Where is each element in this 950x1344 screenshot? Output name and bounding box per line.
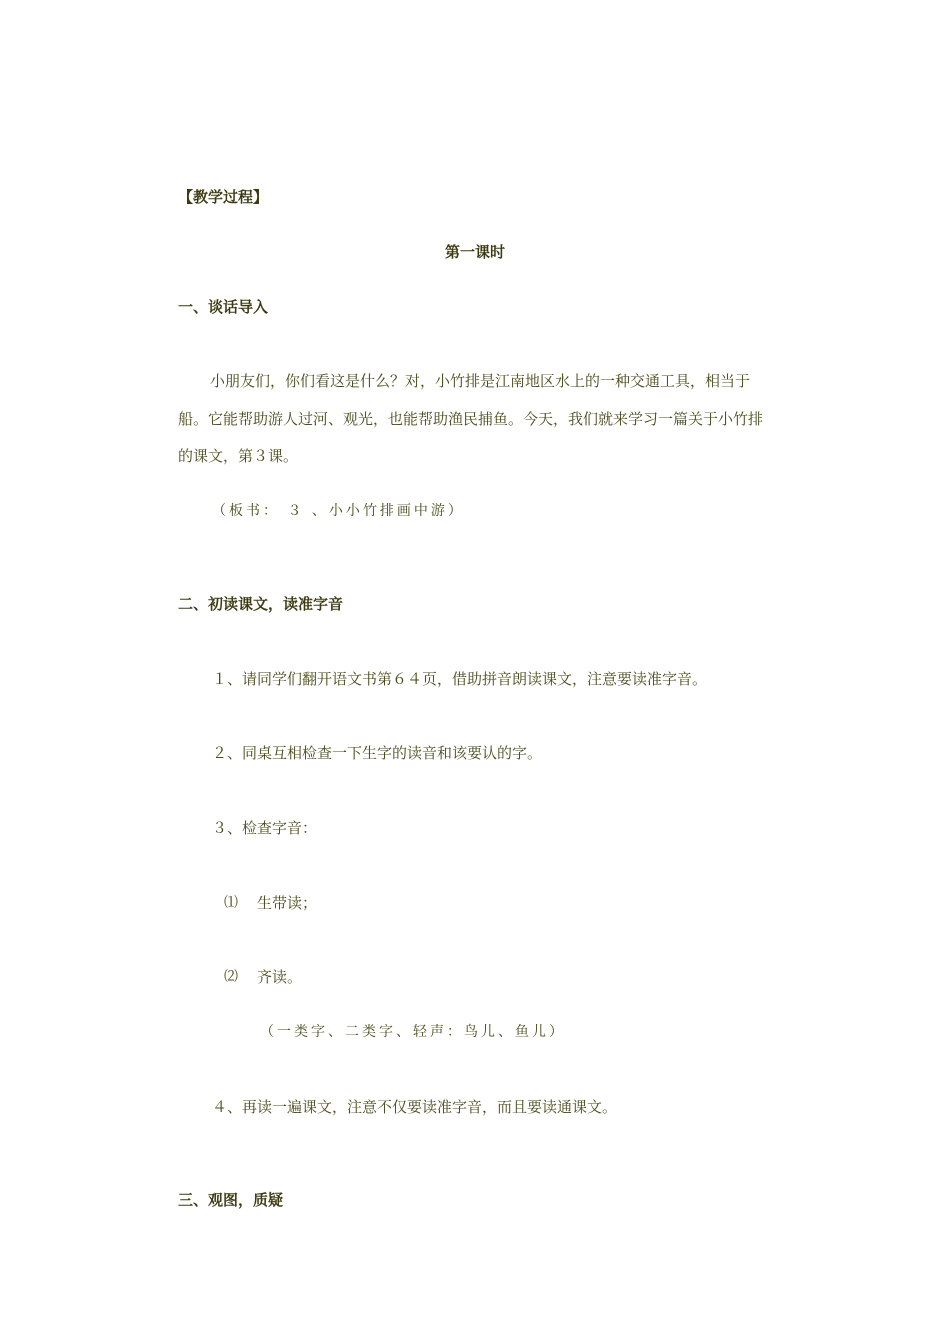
part2-heading: 二、初读课文，读准字音 bbox=[178, 595, 344, 613]
part3-heading: 三、观图，质疑 bbox=[178, 1191, 284, 1209]
substep-1-text: 生带读； bbox=[257, 894, 318, 912]
substep-1-marker: ⑴ bbox=[224, 895, 238, 911]
character-note: （一类字、二类字、轻声：鸟儿、鱼儿） bbox=[260, 1024, 566, 1040]
substep-2-marker: ⑵ bbox=[224, 969, 238, 985]
board-note: （板书： ３ 、小小竹排画中游） bbox=[212, 503, 465, 519]
paragraph-line-3: 的课文，第３课。 bbox=[178, 447, 299, 465]
paragraph-line-1: 小朋友们，你们看这是什么？对，小竹排是江南地区水上的一种交通工具，相当于 bbox=[210, 372, 751, 390]
step-2: ２、同桌互相检查一下生字的读音和该要认的字。 bbox=[212, 744, 543, 762]
step-3: ３、检查字音： bbox=[212, 819, 318, 837]
section-header: 【教学过程】 bbox=[178, 188, 269, 206]
part1-heading: 一、谈话导入 bbox=[178, 298, 269, 316]
step-1: １、请同学们翻开语文书第６４页，借助拼音朗读课文，注意要读准字音。 bbox=[212, 670, 708, 688]
paragraph-line-2: 船。它能帮助游人过河、观光，也能帮助渔民捕鱼。今天，我们就来学习一篇关于小竹排 bbox=[178, 410, 764, 428]
lesson-title: 第一课时 bbox=[444, 243, 505, 261]
step-4: ４、再读一遍课文，注意不仅要读准字音，而且要读通课文。 bbox=[212, 1098, 618, 1116]
substep-2-text: 齐读。 bbox=[257, 968, 303, 986]
